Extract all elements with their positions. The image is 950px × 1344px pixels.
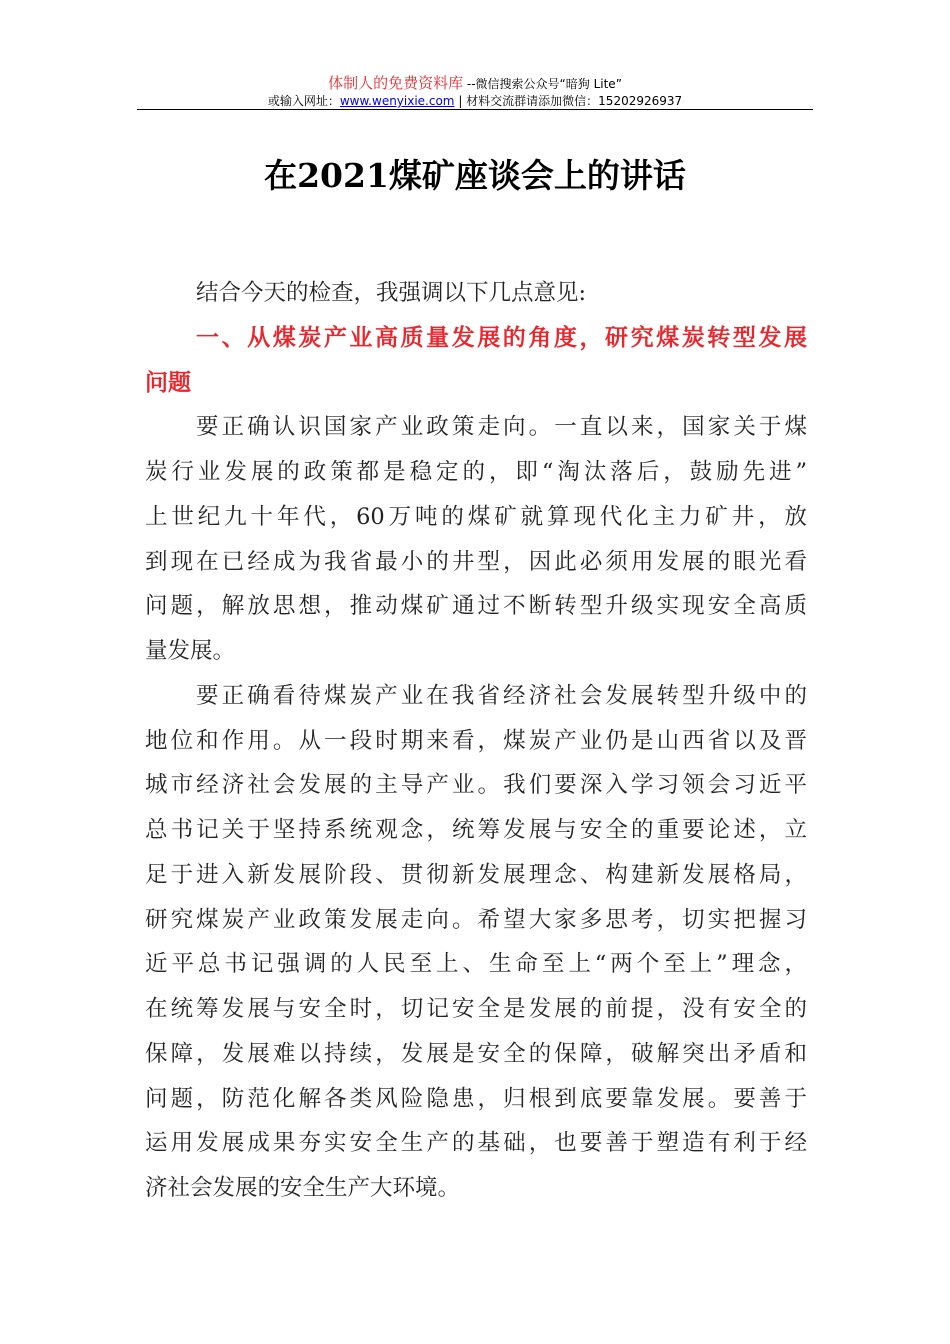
body-text-line: 要正确看待煤炭产业在我省经济社会发展转型升级中的 <box>196 682 807 709</box>
body-text-line: 保障，发展难以持续，发展是安全的保障，破解突出矛盾和 <box>145 1040 807 1067</box>
body-text-line: 量发展。 <box>145 638 236 664</box>
body-text-line: 上世纪九十年代，60万吨的煤矿就算现代化主力矿井，放 <box>145 503 807 530</box>
body-text-line: 足于进入新发展阶段、贯彻新发展理念、构建新发展格局， <box>145 861 807 888</box>
body-text-line: 炭行业发展的政策都是稳定的，即“淘汰落后，鼓励先进” <box>145 459 807 485</box>
body-text-line: 到现在已经成为我省最小的井型，因此必须用发展的眼光看 <box>145 548 807 575</box>
body-text-line: 结合今天的检查，我强调以下几点意见: <box>196 280 587 306</box>
body-text-line: 城市经济社会发展的主导产业。我们要深入学习领会习近平 <box>145 772 807 799</box>
url-prefix: 或输入网址： <box>267 94 340 108</box>
body-text-line: 研究煤炭产业政策发展走向。希望大家多思考，切实把握习 <box>145 906 807 933</box>
slogan: --微信搜索公众号“暗狗 Lite” <box>463 77 622 91</box>
header-line-2 <box>137 92 813 109</box>
body-text-line: 总书记关于坚持系统观念，统筹发展与安全的重要论述，立 <box>145 817 807 843</box>
site-name: 体制人的免费资料库 <box>328 74 464 92</box>
header-line-1 <box>137 72 813 93</box>
website-link[interactable]: www.wenyixie.com <box>339 94 455 108</box>
document-title: 在2021煤矿座谈会上的讲话 <box>264 156 686 195</box>
body-text-line: 在统筹发展与安全时，切记安全是发展的前提，没有安全的 <box>145 996 807 1022</box>
body-text-line: 要正确认识国家产业政策走向。一直以来，国家关于煤 <box>196 414 807 441</box>
body-text-line: 运用发展成果夯实安全生产的基础，也要善于塑造有利于经 <box>145 1130 807 1157</box>
body-text-line: 问题，解放思想，推动煤矿通过不断转型升级实现安全高质 <box>145 593 807 620</box>
body-text-line: 近平总书记强调的人民至上、生命至上“两个至上”理念， <box>145 951 807 978</box>
body-text-line: 问题，防范化解各类风险隐患，归根到底要靠发展。要善于 <box>145 1085 807 1112</box>
header-divider <box>137 109 813 110</box>
body-text-line: 济社会发展的安全生产大环境。 <box>145 1175 461 1201</box>
body-text-line: 地位和作用。从一段时期来看，煤炭产业仍是山西省以及晋 <box>145 727 807 754</box>
contact-text: | 材料交流群请添加微信：15202926937 <box>454 94 683 108</box>
section-heading-line: 一、从煤炭产业高质量发展的角度，研究煤炭转型发展 <box>196 324 807 351</box>
section-heading-line: 问题 <box>145 369 191 396</box>
